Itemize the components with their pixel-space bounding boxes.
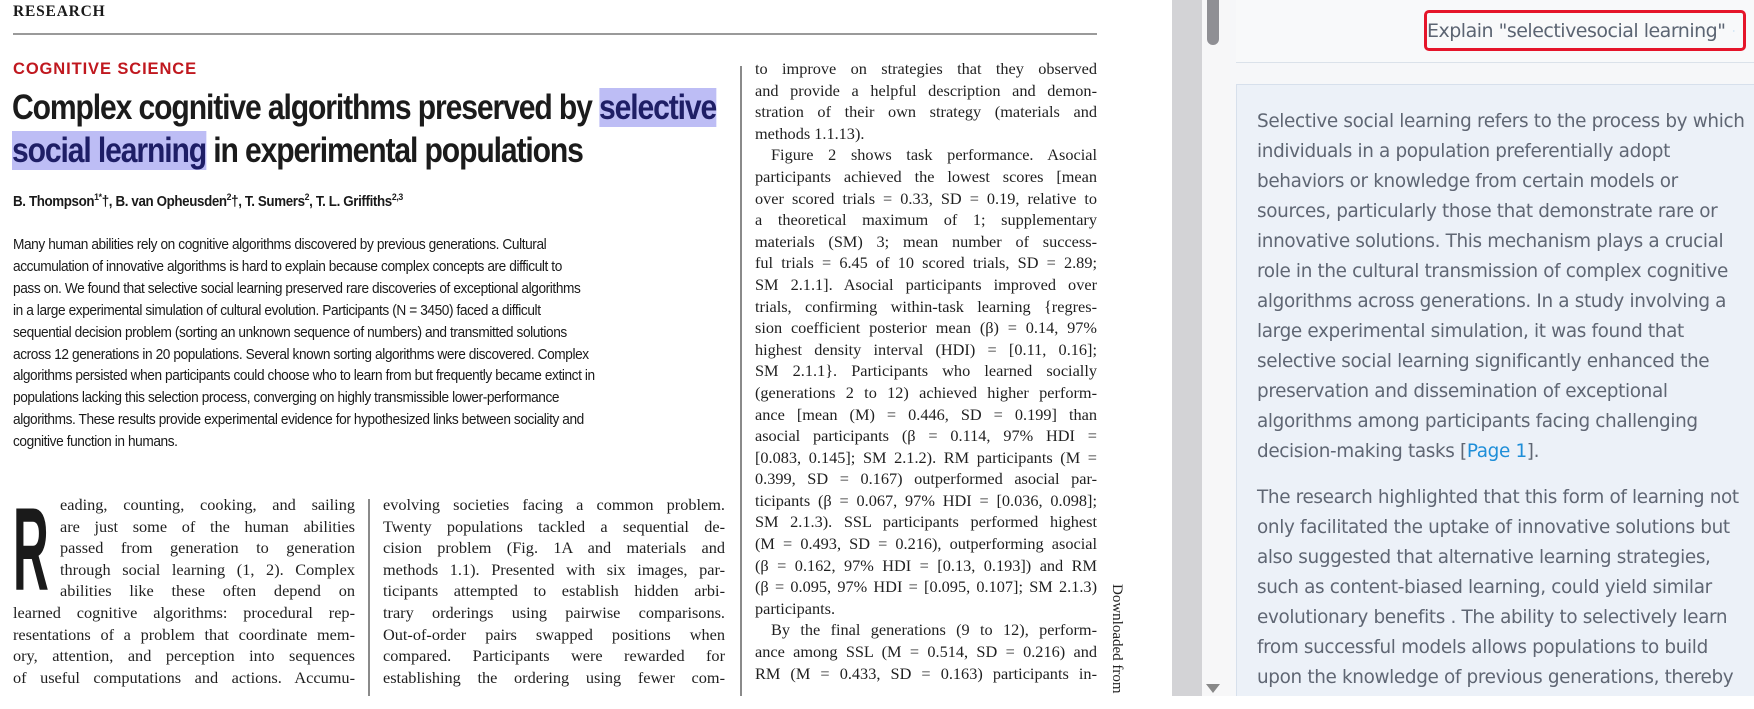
body-line: participants.: [755, 598, 836, 618]
answer-text: [1257, 107, 1747, 709]
body-line: highest density interval (HDI) = [0.11, 0.16];: [755, 339, 1097, 359]
answer-line: individuals in a population preferentially adopt: [1257, 141, 1670, 162]
abstract-line: across 12 generations in 20 populations. Several known sorting algorithms were discovered. Complex: [13, 345, 589, 363]
body-line: ful trials = 6.45 of 10 scored trials, SD = 2.89;: [755, 253, 1097, 273]
body-line: ticipants attempted to establish hidden arbi-: [383, 581, 725, 601]
body-line: a theoretical maximum of 1; supplementary: [755, 210, 1097, 230]
title-text: in experimental populations: [206, 131, 583, 170]
body-line: (M = 0.493, SD = 0.216), outperforming asocial: [755, 534, 1097, 554]
abstract-line: in a large experimental simulation of cultural evolution. Participants (N = 3450) faced a difficult: [13, 301, 541, 319]
body-line: (β = 0.162, 97% HDI = [0.13, 0.193]) and RM: [755, 555, 1097, 575]
author-mark: †: [231, 193, 239, 210]
body-column-3: [755, 58, 1097, 684]
scroll-down-arrow-icon[interactable]: [1206, 684, 1220, 693]
section-label: COGNITIVE SCIENCE: [13, 60, 197, 78]
answer-line: role in the cultural transmission of complex cognitive: [1257, 261, 1728, 282]
body-line: [0.083, 0.145]; SM 2.1.2). RM participants (M =: [755, 447, 1097, 467]
body-line: learned cognitive algorithms: procedural rep-: [13, 602, 355, 622]
star-outline-icon[interactable]: [1733, 20, 1735, 42]
body-line: ance [mean (M) = 0.446, SD = 0.199] than: [755, 404, 1097, 424]
body-line: Figure 2 shows task performance. Asocial: [771, 145, 1097, 165]
downloaded-from-note: Downloaded from: [1109, 584, 1125, 694]
answer-line: evolutionary benefits . The ability to selectively learn: [1257, 607, 1728, 628]
body-line: eading, counting, cooking, and sailing: [60, 495, 355, 514]
answer-line: such as content-biased learning, could yield similar: [1257, 577, 1712, 598]
body-line: participants achieved the lowest scores [mean: [755, 166, 1097, 186]
abstract-line: cognitive function in humans.: [13, 433, 178, 451]
body-line: materials (SM) 3; mean number of success-: [755, 231, 1097, 251]
title-text: Complex cognitive algorithms preserved by: [12, 88, 600, 127]
body-line: SM 2.1.1]. Asocial participants improved over: [755, 274, 1097, 294]
body-line: SM 2.1.1}. Participants who learned socially: [755, 361, 1097, 381]
author-mark: †: [101, 193, 109, 210]
article-title: [12, 86, 734, 172]
abstract-line: algorithms persisted when participants could choose who to learn from but frequently became extinct in: [13, 367, 595, 385]
panel-header: [1236, 0, 1754, 63]
answer-line: Selective social learning refers to the process by which: [1257, 111, 1745, 132]
body-line: passed from generation to generation: [60, 538, 355, 558]
answer-card: [1236, 84, 1754, 696]
scrollbar-track[interactable]: [1202, 0, 1230, 696]
author-list: [13, 192, 403, 210]
title-highlight[interactable]: selective: [599, 88, 717, 127]
author-name: B. van Opheusden: [115, 193, 227, 210]
body-line: ory, attention, and perception into sequences: [13, 646, 355, 666]
body-line: RM (M = 0.433, SD = 0.163) participants in-: [755, 663, 1097, 683]
column-divider: [368, 499, 370, 696]
viewer-gutter: [1172, 0, 1202, 696]
body-line: stration of their own strategy (materials and: [755, 102, 1097, 122]
body-line: SM 2.1.3). SSL participants performed highest: [755, 512, 1097, 532]
body-line: ance among SSL (M = 0.514, SD = 0.216) and: [755, 642, 1097, 662]
body-line: trials, confirming within-task learning {regres-: [755, 296, 1097, 316]
answer-line: algorithms across generations. In a study involving a: [1257, 291, 1727, 312]
body-column-1: [13, 484, 355, 688]
body-line: Out-of-order pairs swapped positions when: [383, 624, 725, 644]
author-affiliation: 2: [304, 192, 310, 203]
answer-line: large experimental simulation, it was found that: [1257, 321, 1684, 342]
journal-kicker: RESEARCH: [13, 3, 106, 20]
body-line: Twenty populations tackled a sequential de-: [383, 516, 725, 536]
body-line: asocial participants (β = 0.114, 97% HDI =: [755, 426, 1097, 446]
answer-line: innovative solutions. This mechanism plays a crucial: [1257, 231, 1724, 252]
abstract-line: populations lacking this selection process, converging on highly transmissible lower-performance: [13, 389, 560, 407]
explain-label: Explain "selectivesocial learning": [1427, 19, 1726, 42]
abstract-line: accumulation of innovative algorithms is hard to explain because complex concepts are difficult to: [13, 257, 562, 275]
author-name: T. Sumers: [244, 193, 305, 210]
explain-selection-button[interactable]: [1424, 10, 1746, 51]
body-line: of useful computations and actions. Accumu-: [13, 667, 355, 687]
body-line: (β = 0.095, 97% HDI = [0.095, 0.107]; SM 2.1.3): [755, 577, 1097, 597]
body-line: establishing the ordering using fewer com-: [383, 667, 725, 687]
body-line: are just some of the human abilities: [60, 516, 355, 536]
abstract: [13, 234, 715, 453]
answer-line: sources, particularly those that demonstrate rare or: [1257, 201, 1718, 222]
abstract-line: Many human abilities rely on cognitive algorithms discovered by previous generations. Cultural: [13, 236, 547, 253]
author-separator: ,: [238, 193, 245, 210]
answer-line: only facilitated the uptake of innovative solutions but: [1257, 517, 1730, 538]
answer-line: from successful models allows populations to build: [1257, 637, 1708, 658]
author-affiliation: 2: [226, 192, 232, 203]
drop-cap: R: [13, 484, 49, 616]
answer-line: behaviors or knowledge from certain models or: [1257, 171, 1678, 192]
body-line: to improve on strategies that they observed: [755, 59, 1097, 78]
answer-line: preservation and dissemination of exceptional: [1257, 381, 1668, 402]
title-highlight[interactable]: social learning: [12, 131, 207, 170]
body-line: cision problem (Fig. 1A and materials and: [383, 538, 725, 558]
body-line: resentations of a problem that coordinate mem-: [13, 624, 355, 644]
body-line: through social learning (1, 2). Complex: [60, 559, 355, 579]
body-line: By the final generations (9 to 12), perform-: [771, 620, 1097, 640]
body-line: abilities like these often depend on: [60, 581, 355, 601]
answer-line: The research highlighted that this form of learning not: [1257, 487, 1739, 508]
author-affiliation: 1*: [94, 192, 102, 203]
author-name: T. L. Griffiths: [315, 193, 392, 210]
answer-line: also suggested that alternative learning strategies,: [1257, 547, 1711, 568]
body-line: ticipants (β = 0.067, 97% HDI = [0.036, 0.098];: [755, 490, 1097, 510]
body-line: methods 1.1). Presented with six images, par-: [383, 559, 725, 579]
body-line: over scored trials = 0.33, SD = 0.19, relative to: [755, 188, 1097, 208]
body-line: 0.399, SD = 0.167) outperformed asocial par-: [755, 469, 1097, 489]
author-separator: ,: [108, 193, 116, 210]
body-line: and provide a helpful description and demon-: [755, 80, 1097, 100]
body-line: trary orderings using pairwise comparisons.: [383, 602, 725, 622]
answer-text-fragment: decision-making tasks [: [1257, 441, 1467, 462]
author-separator: ,: [309, 193, 316, 210]
answer-line: upon the knowledge of previous generations, thereby: [1257, 667, 1734, 688]
scrollbar-thumb[interactable]: [1207, 0, 1219, 45]
body-line: evolving societies facing a common problem.: [383, 495, 725, 514]
abstract-line: algorithms. These results provide experimental evidence for hypothesized links between sociality and: [13, 411, 584, 429]
assistant-panel: [1230, 0, 1754, 696]
answer-line: selective social learning significantly enhanced the: [1257, 351, 1710, 372]
page-reference-link[interactable]: Page 1: [1466, 441, 1527, 462]
body-line: compared. Participants were rewarded for: [383, 646, 725, 666]
body-line: methods 1.1.13).: [755, 123, 865, 143]
body-line: (generations 2 to 12) achieved higher perform-: [755, 382, 1097, 402]
abstract-line: pass on. We found that selective social learning preserved rare discoveries of exceptional algorithms: [13, 279, 581, 297]
answer-paragraph: [1257, 483, 1747, 693]
answer-line: [1257, 437, 1747, 467]
abstract-line: sequential decision problem (sorting an unknown sequence of numbers) and transmitted solutions: [13, 323, 567, 341]
body-line: sion coefficient posterior mean (β) = 0.14, 97%: [755, 318, 1097, 338]
answer-paragraph: [1257, 107, 1747, 467]
header-rule: [13, 33, 1097, 35]
answer-line: algorithms among participants facing challenging: [1257, 411, 1698, 432]
author-affiliation: 2,3: [391, 192, 403, 203]
answer-text-fragment: ].: [1526, 441, 1540, 462]
author-name: B. Thompson: [13, 193, 95, 210]
column-divider: [740, 66, 742, 696]
body-column-2: [383, 494, 725, 688]
